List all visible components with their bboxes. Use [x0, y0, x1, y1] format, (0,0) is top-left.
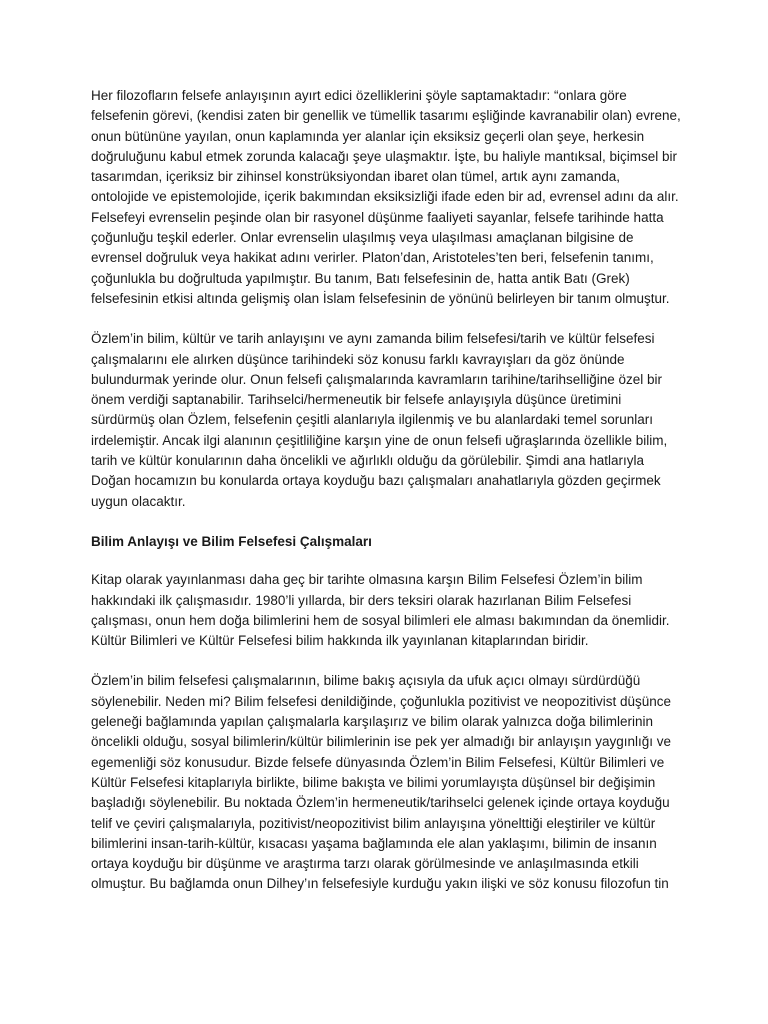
section-heading: Bilim Anlayışı ve Bilim Felsefesi Çalışmaları: [91, 533, 372, 549]
paragraph-4: Özlem’in bilim felsefesi çalışmalarının, bilime bakış açısıyla da ufuk açıcı olmayı sürdürdüğü söylenebilir. Neden mi? Bilim felsefesi denildiğinde, çoğunlukla pozitivist ve neopozitivist düşünce geleneği bağlamında yapılan çalışmalarla karşılaşırız ve bilim olarak yalnızca doğa bilimlerinin öncelikli olduğu, sosyal bilimlerin/kültür bilimlerinin ise pek yer almadığı bir anlayışın yaygınlığı ve egemenliği söz konusudur. Bizde felsefe dünyasında Özlem’in Bilim Felsefesi, Kültür Bilimleri ve Kültür Felsefesi kitaplarıyla birlikte, bilime bakışta ve bilimi yorumlayışta düşünsel bir değişimin başladığı söylenebilir. Bu noktada Özlem’in hermeneutik/tarihselci gelenek içinde ortaya koyduğu telif ve çeviri çalışmalarıyla, pozitivist/neopozitivist bilim anlayışına yönelttiği eleştiriler ve kültür bilimlerini insan-tarih-kültür, kısacası yaşama bağlamında ele alan yaklaşımı, bilimin de insanın ortaya koyduğu bir düşünme ve araştırma tarzı olarak görülmesinde ve anlaşılmasında etkili olmuştur. Bu bağlamda onun Dilhey’ın felsefesiyle kurduğu yakın ilişki ve söz konusu filozofun tin: [91, 673, 672, 892]
paragraph-3: Kitap olarak yayınlanması daha geç bir tarihte olmasına karşın Bilim Felsefesi Özlem’in bilim hakkındaki ilk çalışmasıdır. 1980’li yıllarda, bir ders teksiri olarak hazırlanan Bilim Felsefesi çalışması, onun hem doğa bilimlerini hem de sosyal bilimleri ele alması bakımından da önemlidir. Kültür Bilimleri ve Kültür Felsefesi bilim hakkında ilk yayınlanan kitaplarından biridir.: [91, 572, 670, 649]
paragraph-1: Her filozofların felsefe anlayışının ayırt edici özelliklerini şöyle saptamaktadır: “onlara göre felsefenin görevi, (kendisi zaten bir genellik ve tümellik tasarımı eşliğinde kavranabilir olan) evrene, onun bütününe yayılan, onun kaplamında yer alanlar için eksiksiz geçerli olan şeye, herkesin doğruluğunu kabul etmek zorunda kalacağı şeye ulaşmaktır. İşte, bu haliyle mantıksal, biçimsel bir tasarımdan, içeriksiz bir zihinsel konstrüksiyondan ibaret olan tümel, artık aynı zamanda, ontolojide ve epistemolojide, içerik bakımından eksiksizliği ifade eden bir ad, evrensel adını da alır. Felsefeyi evrenselin peşinde olan bir rasyonel düşünme faaliyeti sayanlar, felsefe tarihinde hatta çoğunluğu teşkil ederler. Onlar evrenselin ulaşılmış veya ulaşılması amaçlanan bilgisine de evrensel doğruluk veya hakikat adını verirler. Platon’dan, Aristoteles’ten beri, felsefenin tanımı, çoğunlukla bu doğrultuda yapılmıştır. Bu tanım, Batı felsefesinin de, hatta antik Batı (Grek) felsefesinin etkisi altında gelişmiş olan İslam felsefesinin de yönünü belirleyen bir tanım olmuştur.: [91, 88, 681, 306]
document-body: [91, 86, 681, 915]
paragraph-2: Özlem’in bilim, kültür ve tarih anlayışını ve aynı zamanda bilim felsefesi/tarih ve kültür felsefesi çalışmalarını ele alırken düşünce tarihindeki söz konusu farklı kavrayışları da göz önünde bulundurmak yerinde olur. Onun felsefi çalışmalarında kavramların tarihine/tarihselliğine özel bir önem verdiği saptanabilir. Tarihselci/hermeneutik bir felsefe anlayışıyla düşünce üretimini sürdürmüş olan Özlem, felsefenin çeşitli alanlarıyla ilgilenmiş ve bu alanlardaki temel sorunları irdelemiştir. Ancak ilgi alanının çeşitliliğine karşın yine de onun felsefi uğraşlarında özellikle bilim, tarih ve kültür konularının daha öncelikli ve ağırlıklı olduğu da görülebilir. Şimdi ana hatlarıyla Doğan hocamızın bu konularda ortaya koyduğu bazı çalışmaları anahatlarıyla gözden geçirmek uygun olacaktır.: [91, 331, 668, 509]
